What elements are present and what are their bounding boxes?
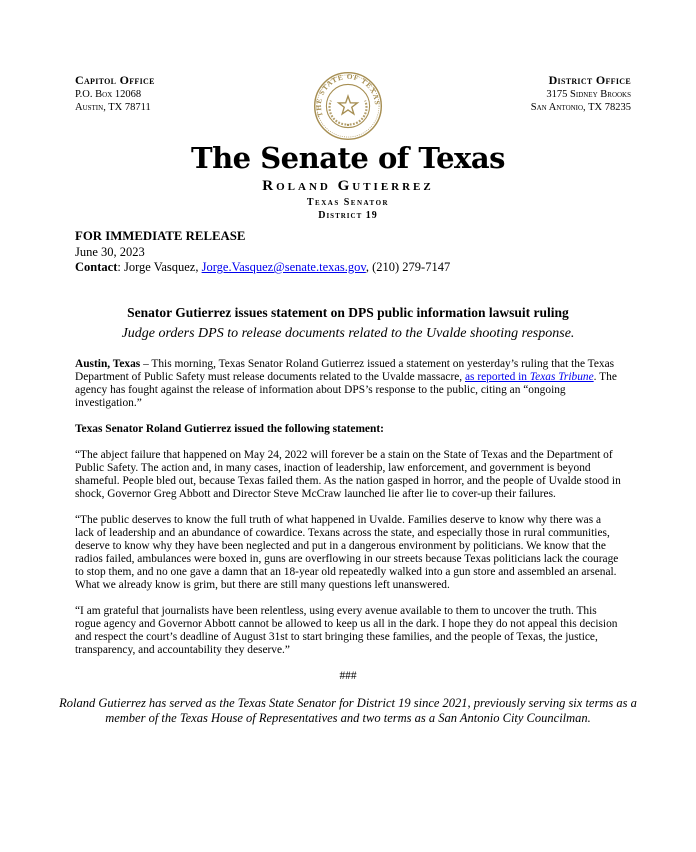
texas-tribune-link[interactable] [465, 371, 594, 383]
statement-paragraph-1: “The abject failure that happened on May 24, 2022 will forever be a stain on the State of Texas and the Department of Public Safety. The action and, in many cases, inaction of leadership, law enforcement, and government is beyond shameful. People bled out, because Texas failed them. As the nation gasped in horror, and the people of Uvalde stood in shock, Governor Greg Abbott and Director Steve McCraw launched lie after lie to cover-up their failures. [75, 448, 621, 500]
end-mark: ### [339, 669, 357, 682]
contact-label: Contact [75, 260, 118, 274]
press-release-body [59, 357, 637, 727]
paragraph-intro [75, 358, 621, 410]
contact-intro-text: : Jorge Vasquez, [117, 260, 202, 274]
release-info [75, 229, 621, 276]
contact-email-link[interactable]: Jorge.Vasquez@senate.texas.gov [201, 260, 366, 274]
senate-of-texas-title: The Senate of Texas [191, 141, 505, 175]
headline: Senator Gutierrez issues statement on DPS public information lawsuit ruling [127, 304, 569, 320]
statement-paragraph-3: “I am grateful that journalists have been relentless, using every avenue available to them to uncover the truth. This rogue agency and Governor Abbott cannot be allowed to keep us all in the dark. I hope they do not appeal this decision and respect the court’s deadline of August 31st to start bringing these families, and the people of Texas, the justice, transparency, and accountability they deserve.” [75, 604, 618, 656]
senator-district: District 19 [318, 210, 378, 221]
letterhead [75, 70, 631, 222]
statement-paragraph-2: “The public deserves to know the full truth of what happened in Uvalde. Families deserve to know why there was a lack of leadership and an abundance of cowardice. Texans across the state, and especially those in rural communities, deserve to know why they have been neglected and put in a dangerous environment by politicians. We know that the radios failed, ambulances were boxed in, guns are overflowing in our streets because Texas politicians lack the courage to stop them, and no one gave a damn that an 18-year old repeatedly walked into a gun store and assembled an arsenal. What we already know is grim, but there are still many questions left unanswered. [75, 513, 619, 591]
senator-role: Texas Senator [306, 197, 390, 208]
district-office-address-line1: 3175 Sidney Brooks [546, 88, 631, 100]
contact-line [75, 260, 621, 276]
contact-phone-text: , (210) 279-7147 [365, 260, 451, 274]
dateline: Austin, Texas [75, 357, 141, 370]
seal-curved-text: THE STATE OF TEXAS [313, 71, 383, 119]
headline-block [75, 304, 621, 343]
district-office-title: District Office [548, 73, 631, 87]
capitol-office-address-line2: Austin, TX 78711 [75, 102, 151, 113]
tribune-link-text: as reported in [465, 370, 530, 383]
district-office-address-line2: San Antonio, TX 78235 [530, 102, 631, 113]
statement-heading: Texas Senator Roland Gutierrez issued the following statement: [75, 422, 384, 435]
seal-star-icon [339, 96, 358, 114]
tribune-link-publication: Texas Tribune [529, 370, 594, 383]
capitol-office-title: Capitol Office [75, 73, 155, 87]
district-office-block [531, 74, 631, 115]
capitol-office-block [75, 74, 155, 115]
senator-name: Roland Gutierrez [262, 178, 434, 194]
intro-text-1: – This morning, Texas Senator Roland Gutierrez issued a statement on yesterday’s ruling that the Texas Department of Public Safety must release documents related to the Uvalde massacre, [75, 357, 615, 383]
release-label: FOR IMMEDIATE RELEASE [75, 229, 246, 243]
intro-text-2: . The agency has fought against the release of information about DPS’s response to the public, citing an “ongoing investigation.” [75, 370, 617, 409]
release-date: June 30, 2023 [75, 244, 145, 259]
subheadline: Judge orders DPS to release documents related to the Uvalde shooting response. [121, 325, 575, 341]
footer-bio-note: Roland Gutierrez has served as the Texas State Senator for District 19 since 2021, previously serving six terms as a member of the Texas House of Representatives and two terms as a San Antonio City Councilman. [59, 695, 637, 725]
capitol-office-address-line1: P.O. Box 12068 [75, 88, 142, 100]
